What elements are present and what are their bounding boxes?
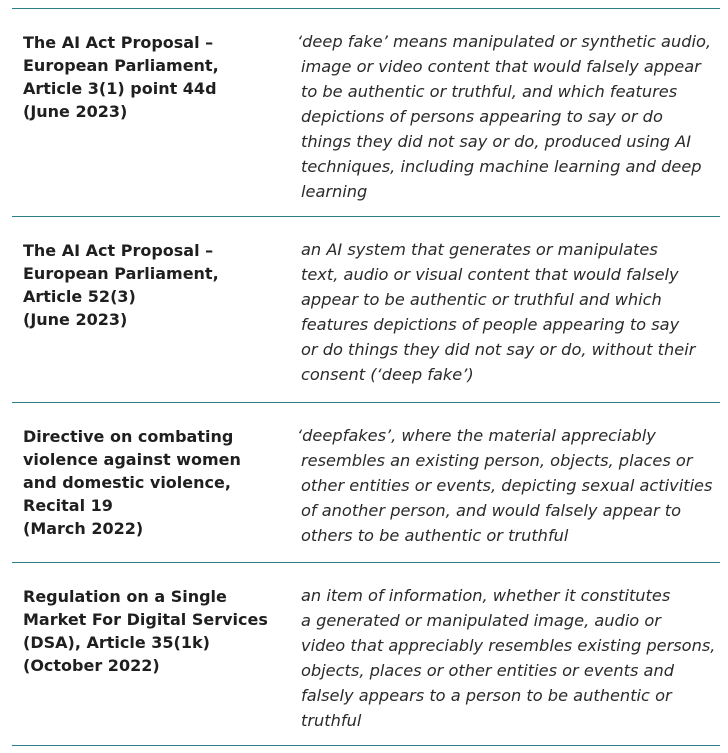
definition-line: consent (‘deep fake’) [301,365,474,384]
definitions-table [12,8,720,746]
definition-line: falsely appears to a person to be authentic or [301,686,672,705]
source-cell [23,425,285,540]
table-row [12,216,720,402]
definition-line: learning [301,182,368,201]
source-line: (June 2023) [23,102,128,121]
definition-line: appear to be authentic or truthful and which [301,290,662,309]
definition-line: of another person, and would falsely appear to [301,501,682,520]
definition-line: truthful [301,711,362,730]
definition-line: techniques, including machine learning and deep [301,157,702,176]
source-line: European Parliament, [23,56,219,75]
definition-cell [297,29,717,204]
definition-line: text, audio or visual content that would falsely [301,265,679,284]
source-line: The AI Act Proposal – [23,241,214,260]
source-line: Directive on combating [23,427,234,446]
source-cell [23,585,285,677]
table-row [12,562,720,746]
definition-line: resembles an existing person, objects, places or [301,451,693,470]
definition-line: other entities or events, depicting sexual activities [301,476,713,495]
definition-line: depictions of persons appearing to say or do [301,107,663,126]
definition-line: ‘deepfakes’, where the material appreciably [297,426,656,445]
definition-cell [297,237,717,387]
source-line: violence against women [23,450,241,469]
table-row [12,8,720,216]
table-row [12,402,720,562]
definition-line: a generated or manipulated image, audio or [301,611,661,630]
definition-line: video that appreciably resembles existing persons, [301,636,716,655]
source-line: (DSA), Article 35(1k) [23,633,210,652]
definition-line: features depictions of people appearing to say [301,315,680,334]
definition-line: an item of information, whether it constitutes [301,586,671,605]
definition-line: things they did not say or do, produced using AI [301,132,691,151]
definition-line: ‘deep fake’ means manipulated or synthetic audio, [297,32,712,51]
source-cell [23,239,285,331]
source-line: (October 2022) [23,656,160,675]
source-line: Recital 19 [23,496,113,515]
source-line: (March 2022) [23,519,144,538]
source-line: Market For Digital Services [23,610,268,629]
source-line: European Parliament, [23,264,219,283]
source-line: Article 52(3) [23,287,136,306]
source-line: Article 3(1) point 44d [23,79,217,98]
definition-line: objects, places or other entities or events and [301,661,675,680]
definition-cell [297,423,717,548]
source-line: (June 2023) [23,310,128,329]
source-line: Regulation on a Single [23,587,227,606]
definition-line: or do things they did not say or do, without their [301,340,696,359]
source-line: and domestic violence, [23,473,231,492]
definition-line: an AI system that generates or manipulates [301,240,658,259]
definition-line: to be authentic or truthful, and which features [301,82,678,101]
definition-cell [297,583,717,733]
source-line: The AI Act Proposal – [23,33,214,52]
definition-line: image or video content that would falsely appear [301,57,701,76]
definition-line: others to be authentic or truthful [301,526,569,545]
source-cell [23,31,285,123]
